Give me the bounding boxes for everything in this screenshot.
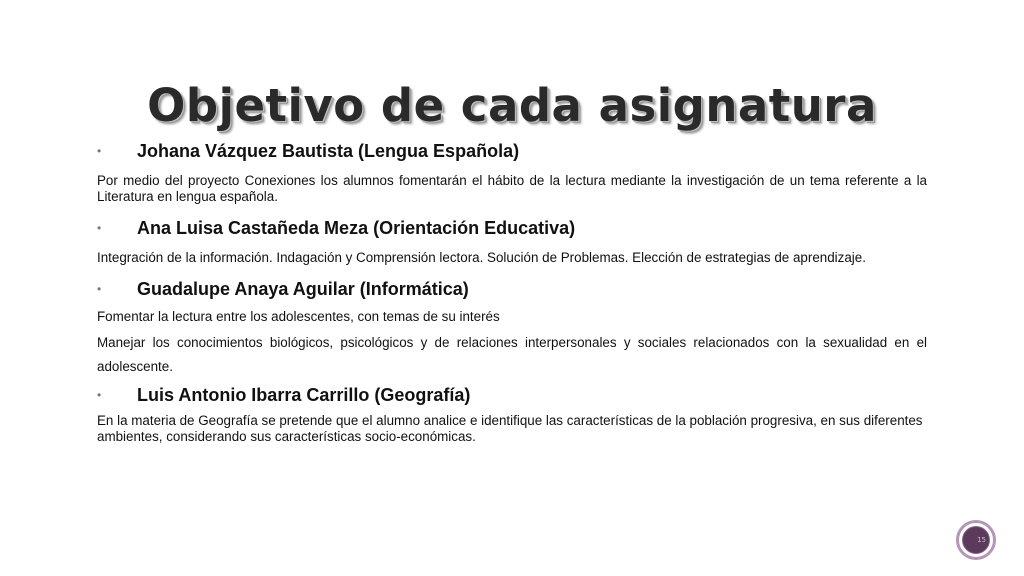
slide-title: Objetivo de cada asignatura [147,79,877,132]
page-number-badge [956,520,996,560]
bullet-icon: • [97,388,102,402]
bullet-icon: • [97,221,102,235]
bullet-heading-orientacion-educativa [97,217,927,239]
bullet-icon: • [97,144,102,158]
slide-content [97,137,927,445]
paragraph-geografia: En la materia de Geografía se pretende que el alumno analice e identifique las características de la población progresiva, en sus diferentes ambientes, considerando sus características socio-económicas. [97,413,923,444]
bullet-heading-informatica [97,278,927,300]
page-number: 15 [962,526,990,554]
bullet-heading-lengua-espanola [97,140,927,162]
paragraph-informatica-1: Fomentar la lectura entre los adolescentes, con temas de su interés [97,309,500,324]
heading-text: Guadalupe Anaya Aguilar (Informática) [137,279,469,299]
paragraph-orientacion-educativa: Integración de la información. Indagación y Comprensión lectora. Solución de Problemas. Elección de estrategias de aprendizaje. [97,250,866,265]
paragraph-lengua-espanola: Por medio del proyecto Conexiones los alumnos fomentarán el hábito de la lectura mediante la investigación de un tema referente a la Literatura en lengua española. [97,173,927,204]
heading-text: Luis Antonio Ibarra Carrillo (Geografía) [137,385,471,405]
heading-text: Johana Vázquez Bautista (Lengua Española) [137,141,520,161]
paragraph-informatica-2: Manejar los conocimientos biológicos, psicológicos y de relaciones interpersonales y sociales relacionados con la sexualidad en el adolescente. [97,335,927,374]
bullet-heading-geografia [97,384,927,406]
bullet-icon: • [97,282,102,296]
heading-text: Ana Luisa Castañeda Meza (Orientación Educativa) [137,218,576,238]
